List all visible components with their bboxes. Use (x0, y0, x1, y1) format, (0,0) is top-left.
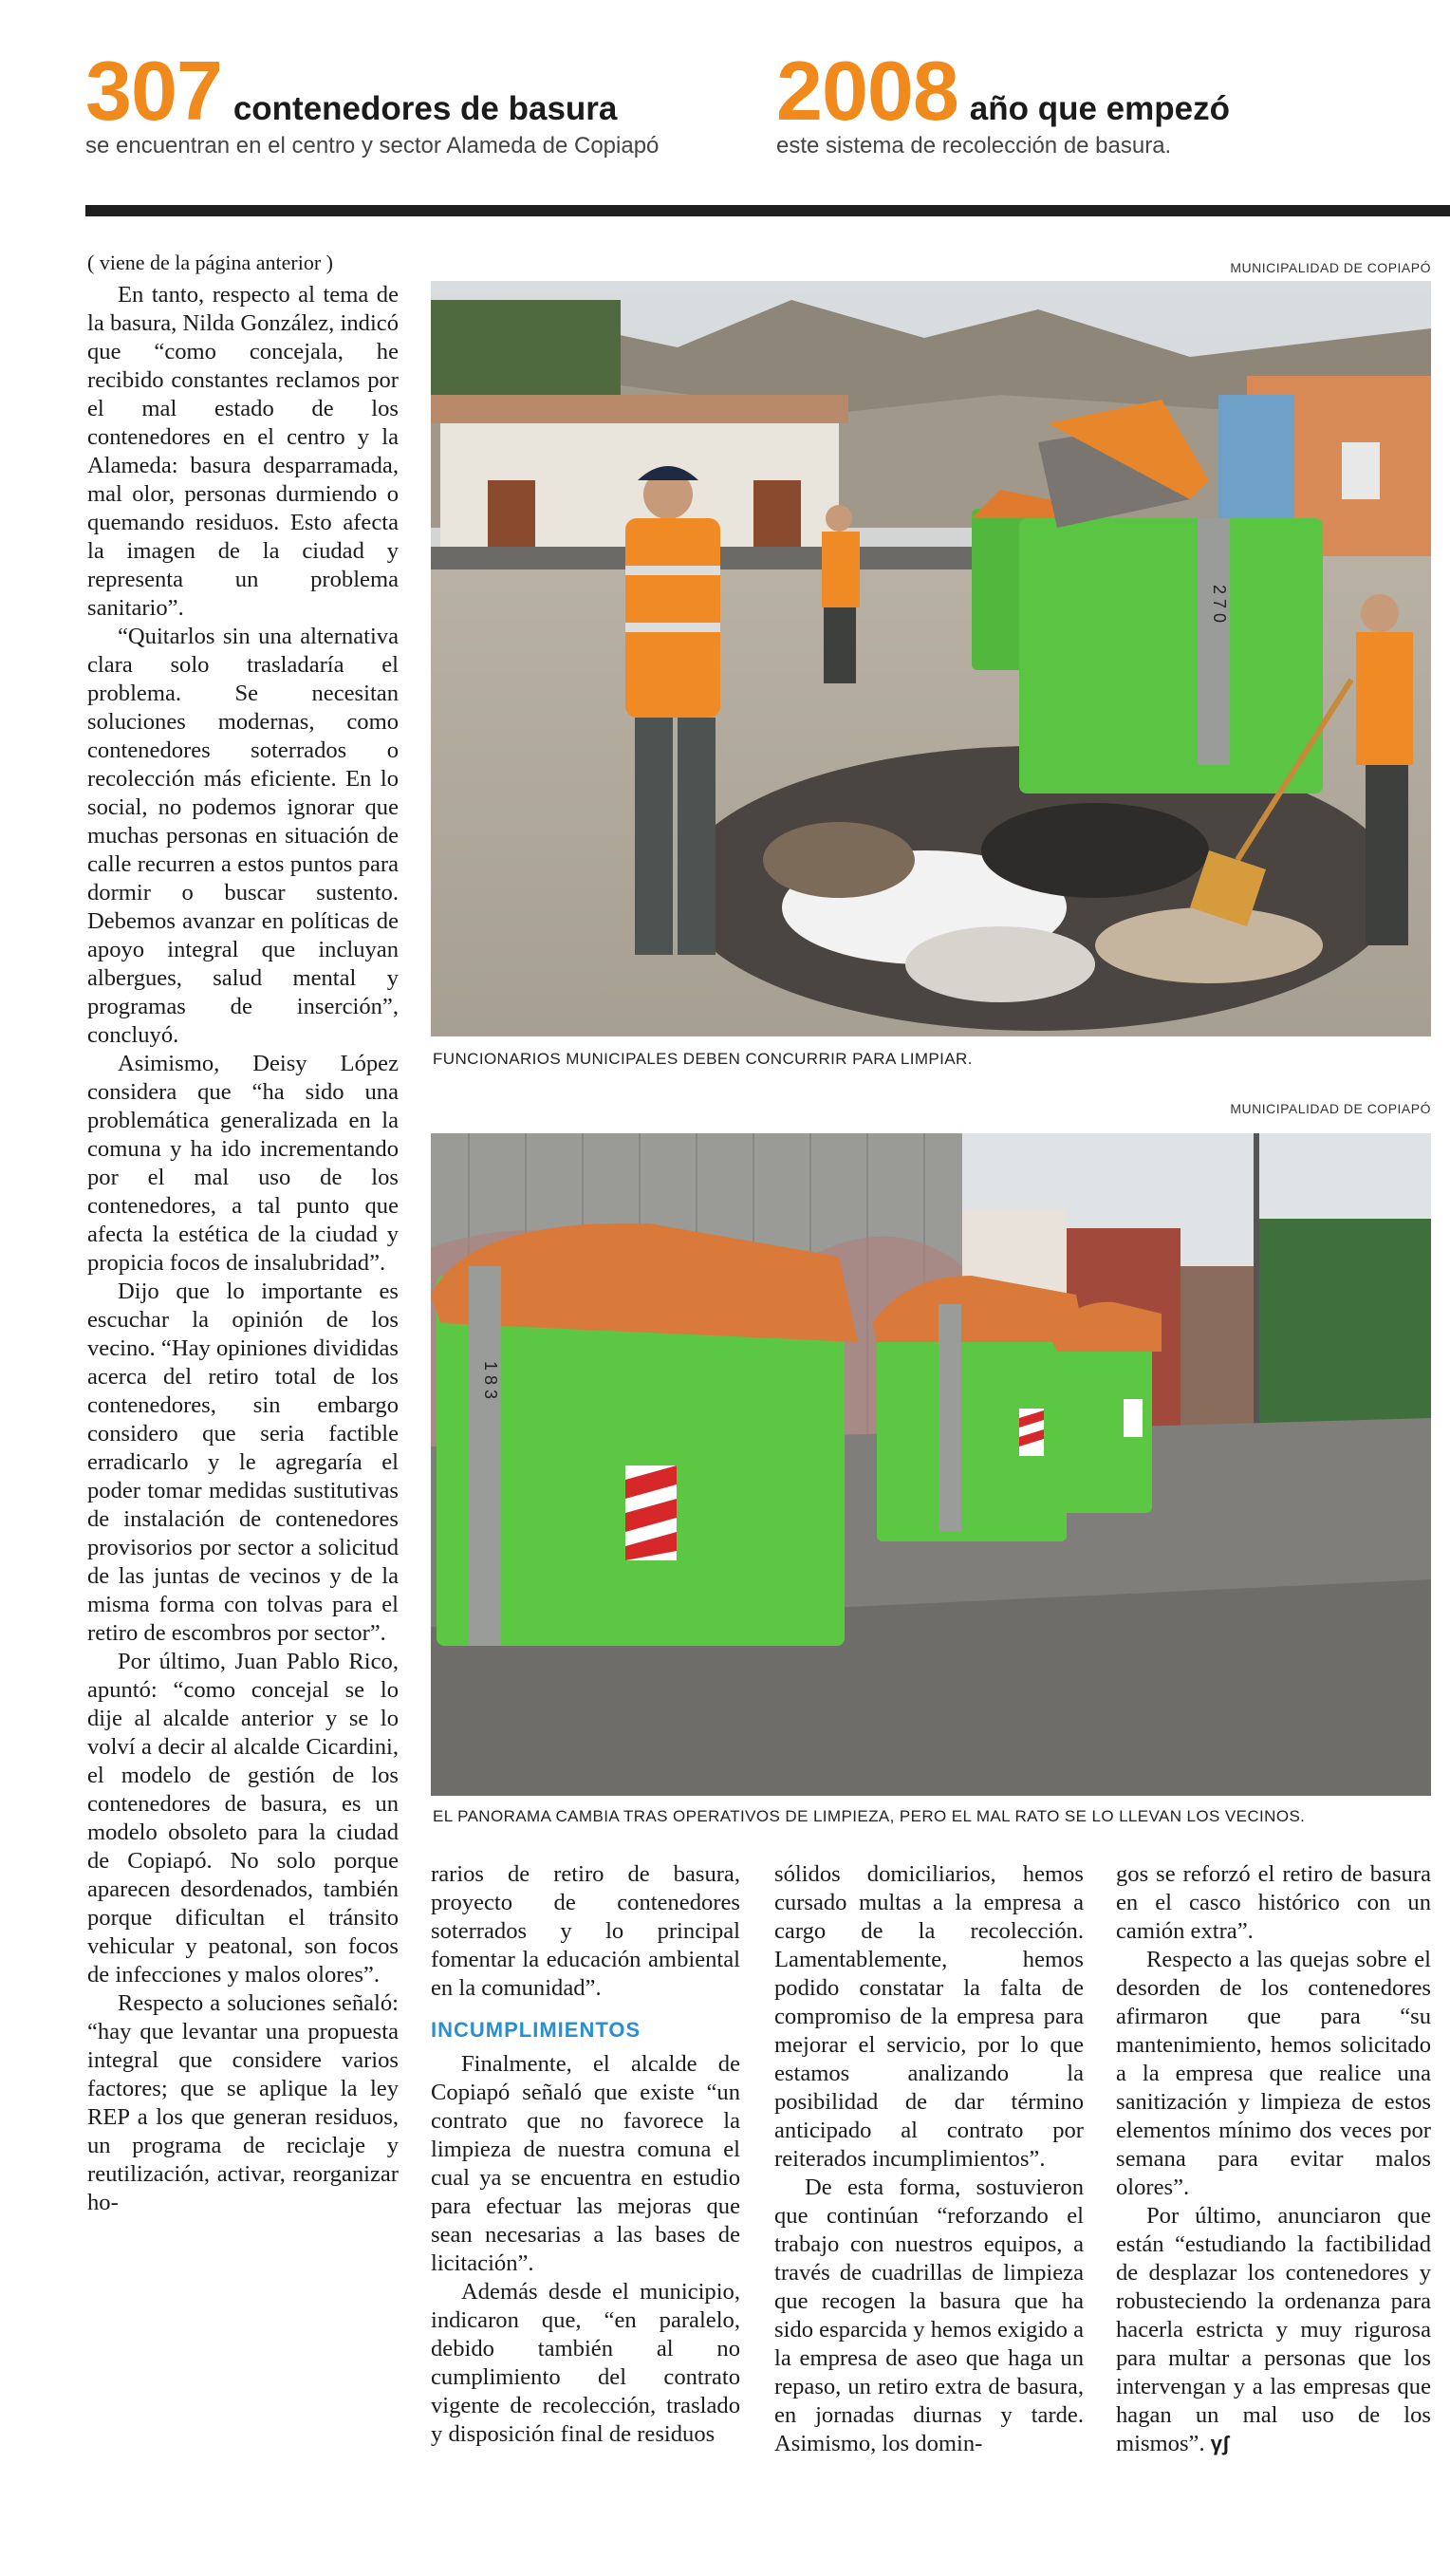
stat-year-label: año que empezó (969, 90, 1230, 127)
paragraph: sólidos domiciliarios, hemos cursado multas a la empresa a cargo de la recolección. Lamentablemente, hemos podido constatar la falta de compromiso de la empresa para mejorar el servicio, por lo que estamos analizando la posibilidad de dar término anticipado al contrato por reiterados incumplimientos”. (774, 1861, 1084, 2172)
paragraph: Finalmente, el alcalde de Copiapó señaló que existe “un contrato que no favorece la limpieza de nuestra comuna el cual ya se encuentra en estudio para efectuar las mejoras que sean necesarias a las bases de licitación”. (431, 2051, 740, 2276)
paragraph: “Quitarlos sin una alternativa clara solo trasladaría el problema. Se necesitan soluciones modernas, como contenedores soterrados o recolección más eficiente. En lo social, no podemos ignorar que muchas personas en situación de calle recurren a estos puntos para dormir o buscar sustento. Debemos avanzar en políticas de apoyo integral que incluyan albergues, salud mental y programas de inserción”, concluyó. (87, 624, 399, 1048)
paragraph: De esta forma, sostuvieron que continúan “reforzando el trabajo con nuestros equipos, a través de cuadrillas de limpieza que recogen la basura que ha sido esparcida y hemos exigido a la empresa de aseo que haga un repaso, un retiro extra de basura, en jornadas diurnas y tarde. Asimismo, los domin- (774, 2175, 1084, 2456)
stat-year-sub: este sistema de recolección de basura. (776, 133, 1172, 159)
photo2-caption: EL PANORAMA CAMBIA TRAS OPERATIVOS DE LIMPIEZA, PERO EL MAL RATO SE LO LLEVAN LOS VECINOS. (433, 1807, 1306, 1825)
paragraph: gos se reforzó el retiro de basura en el casco histórico con un camión extra”. (1116, 1861, 1431, 1944)
paragraph: Dijo que lo importante es escuchar la opinión de los vecino. “Hay opiniones divididas acerca del retiro total de los contenedores, sin embargo considero que seria factible erradicarlo y le agregaría el poder tomar medidas sustitutivas de instalación de contenedores provisorios por sector a solicitud de las juntas de vecinos y de la misma forma con tolvas para el retiro de escombros por sector”. (87, 1279, 399, 1646)
paragraph: Por último, Juan Pablo Rico, apuntó: “como concejal se lo dije al alcalde anterior y se lo volví a decir al alcalde Cicardini, el modelo de gestión de los contenedores de basura, es un modelo obsoleto para la ciudad de Copiapó. No solo porque aparecen desordenados, también porque dificultan el tránsito vehicular y peatonal, son focos de infecciones y malos olores”. (87, 1649, 399, 1988)
photo-clean-containers (431, 1133, 1431, 1796)
continued-note: ( viene de la página anterior ) (87, 251, 333, 274)
header-rule (85, 205, 1450, 216)
end-mark: γʃ (1210, 2432, 1230, 2455)
photo2-credit: MUNICIPALIDAD DE COPIAPÓ (1230, 1101, 1431, 1116)
bin-number-2: 1 8 3 (481, 1360, 500, 1400)
article-column-3 (774, 1860, 1084, 2458)
photo1-caption: FUNCIONARIOS MUNICIPALES DEBEN CONCURRIR PARA LIMPIAR. (433, 1050, 973, 1068)
stat-bins-label: contenedores de basura (232, 90, 618, 127)
paragraph (1116, 2202, 1431, 2458)
article-column-2 (431, 1860, 740, 2449)
article-column-1 (87, 249, 399, 2217)
paragraph-text: Por último, anunciaron que están “estudiando la factibilidad de desplazar los contenedores y robusteciendo la ordenanza para hacerla estricta y muy rigurosa para multar a personas que los intervengan y a las empresas que hagan un mal uso de los mismos”. (1116, 2203, 1431, 2456)
paragraph: Respecto a soluciones señaló: “hay que levantar una propuesta integral que considere varios factores; que se aplique la ley REP a los que generan residuos, un programa de reciclaje y reutilización, activar, reorganizar ho- (87, 1990, 399, 2215)
photo1-credit: MUNICIPALIDAD DE COPIAPÓ (1230, 260, 1431, 275)
section-subhead: INCUMPLIMIENTOS (431, 2018, 641, 2042)
photo-workers-cleaning (431, 281, 1431, 1036)
paragraph: En tanto, respecto al tema de la basura, Nilda González, indicó que “como concejala, he recibido constantes reclamos por el mal estado de los contenedores en el centro y la Alameda: basura desparramada, mal olor, personas durmiendo o quemando residuos. Esto afecta la imagen de la ciudad y representa un problema sanitario”. (87, 282, 399, 621)
paragraph: rarios de retiro de basura, proyecto de contenedores soterrados y lo principal fomentar la educación ambiental en la comunidad”. (431, 1861, 740, 2001)
bin-number-1: 2 7 0 (1210, 584, 1229, 624)
paragraph: Respecto a las quejas sobre el desorden de los contenedores afirmaron que para “su mantenimiento, hemos solicitado a la empresa que realice una sanitización y limpieza de estos elementos mínimo dos veces por semana para evitar malos olores”. (1116, 1947, 1431, 2200)
stat-bins-sub: se encuentran en el centro y sector Alameda de Copiapó (85, 133, 660, 159)
paragraph: Además desde el municipio, indicaron que, “en paralelo, debido también al no cumplimiento del contrato vigente de recolección, traslado y disposición final de residuos (431, 2279, 740, 2447)
stat-bins-number: 307 (85, 44, 222, 138)
article-column-4 (1116, 1860, 1431, 2458)
stat-year-number: 2008 (776, 44, 958, 138)
paragraph: Asimismo, Deisy López considera que “ha sido una problemática generalizada en la comuna y ha ido incrementando por el mal uso de los contenedores, a tal punto que afecta la estética de la ciudad y propicia focos de insalubridad”. (87, 1051, 399, 1276)
stat-year (776, 44, 1230, 159)
stat-bins (85, 44, 660, 159)
